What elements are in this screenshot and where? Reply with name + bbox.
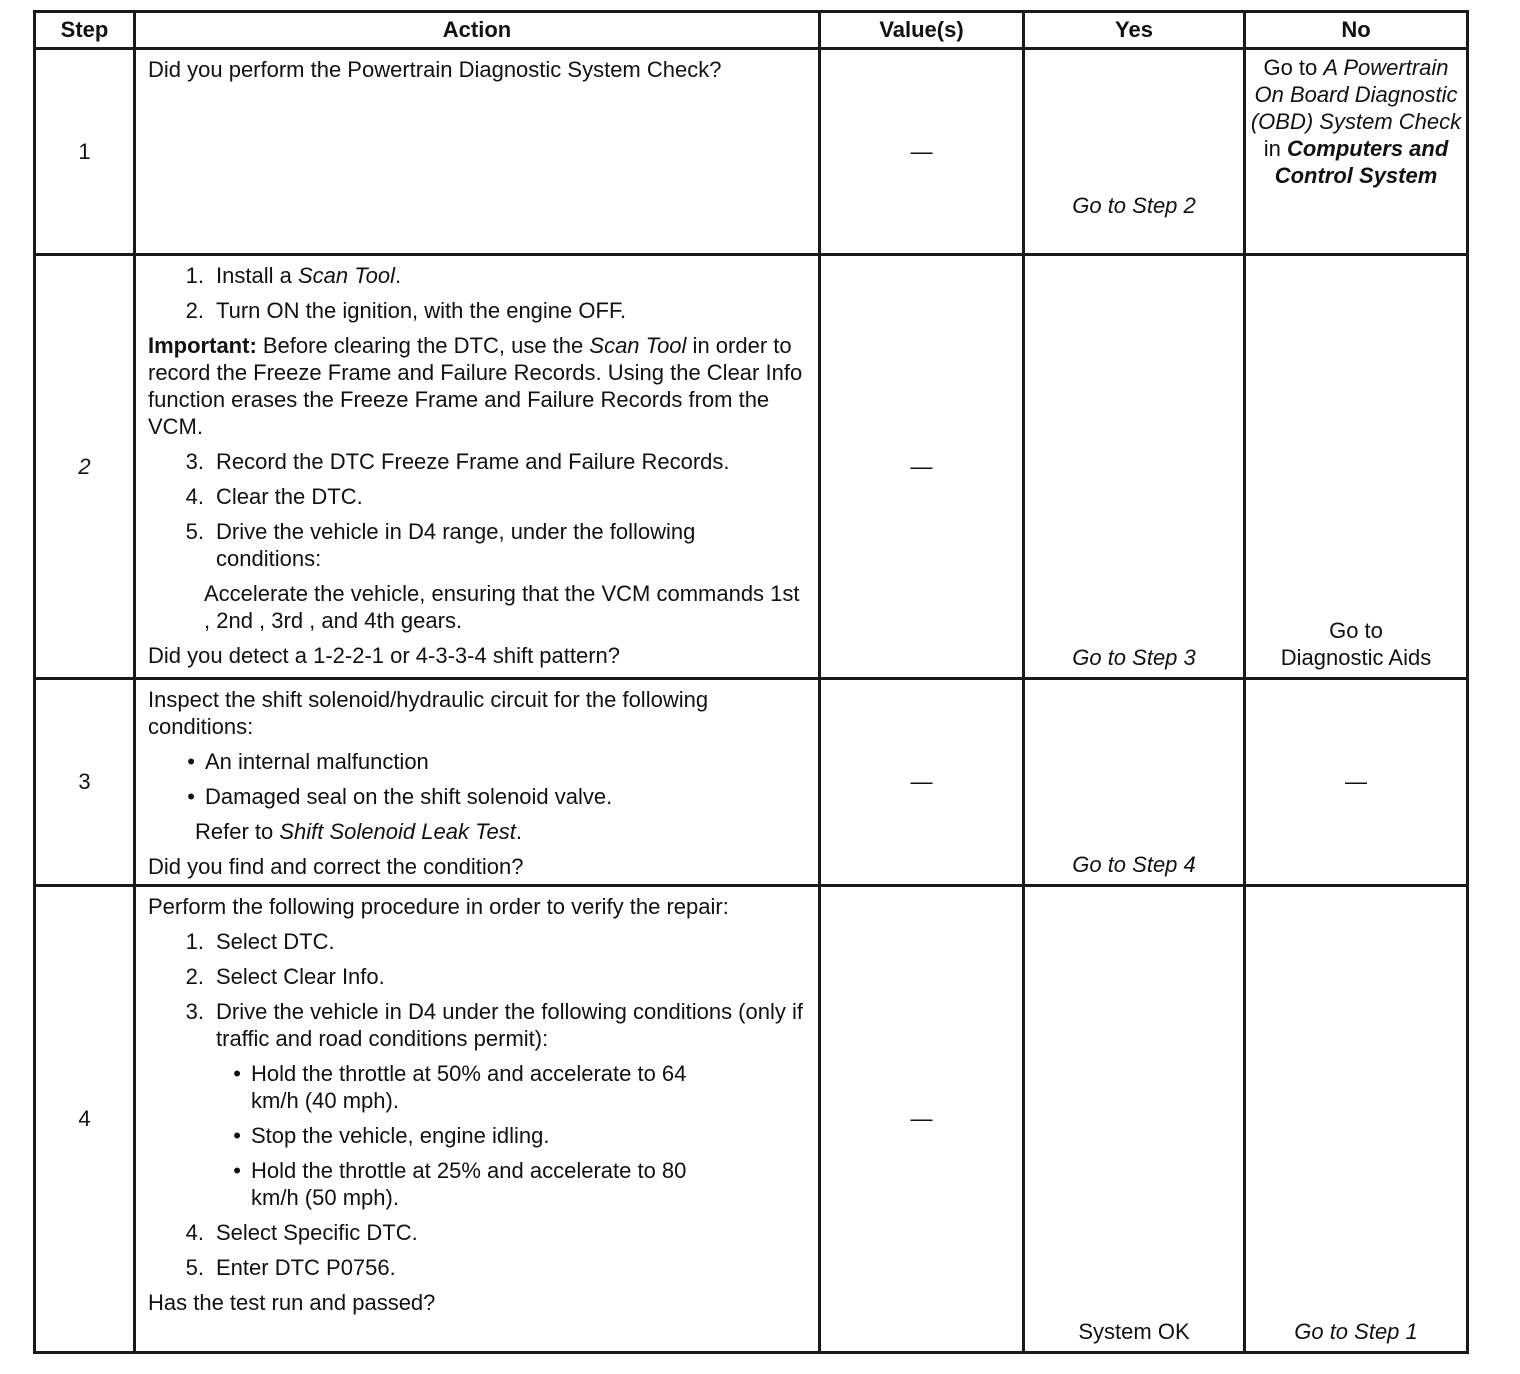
question-text: Did you detect a 1-2-2-1 or 4-3-3-4 shift pattern? [148, 643, 621, 668]
step-number: 3 [35, 679, 135, 886]
table-row [35, 886, 1468, 1353]
yes-cell [1024, 886, 1245, 1353]
question-text: Did you find and correct the condition? [148, 854, 524, 879]
intro-text: Inspect the shift solenoid/hydraulic circuit for the following conditions: [148, 687, 709, 739]
yes-cell [1024, 679, 1245, 886]
no-text: Go to Diagnostic Aids [1246, 617, 1466, 671]
value-cell: — [820, 255, 1024, 679]
header-no: No [1245, 12, 1468, 49]
intro-text: Perform the following procedure in order to verify the repair: [148, 894, 729, 919]
table-row [35, 255, 1468, 679]
header-action: Action [135, 12, 820, 49]
yes-text: Go to Step 2 [1072, 193, 1196, 218]
yes-text: Go to Step 3 [1072, 645, 1196, 670]
value-cell: — [820, 49, 1024, 255]
step-number: 1 [35, 49, 135, 255]
list-item: • Hold the throttle at 25% and accelerate to 80 km/h (50 mph). [233, 1158, 687, 1210]
value-cell: — [820, 886, 1024, 1353]
list-item: 2. Turn ON the ignition, with the engine OFF. [185, 298, 627, 323]
yes-text: Go to Step 4 [1072, 852, 1196, 877]
value-cell: — [820, 679, 1024, 886]
header-step: Step [35, 12, 135, 49]
no-text-prefix: Go to [1263, 55, 1324, 80]
list-item: 1. Install a Scan Tool. [185, 263, 402, 288]
question-text: Has the test run and passed? [148, 1290, 436, 1315]
action-cell [135, 255, 820, 679]
list-item: 4. Clear the DTC. [185, 484, 363, 509]
header-values: Value(s) [820, 12, 1024, 49]
step-number: 2 [35, 255, 135, 679]
refer-text: Refer to Shift Solenoid Leak Test. [195, 819, 522, 844]
table-row [35, 679, 1468, 886]
table-row [35, 49, 1468, 255]
list-item: 5. Enter DTC P0756. [185, 1255, 396, 1280]
no-cell [1245, 886, 1468, 1353]
yes-cell [1024, 49, 1245, 255]
sub-text: Accelerate the vehicle, ensuring that the VCM commands 1st , 2nd , 3rd , and 4th gears. [204, 581, 800, 633]
list-item: 3. Drive the vehicle in D4 under the following conditions (only if traffic and road conditions permit): [185, 999, 803, 1051]
leak-test-ref: Shift Solenoid Leak Test [279, 819, 516, 844]
header-row [35, 12, 1468, 49]
yes-text: System OK [1078, 1319, 1190, 1344]
yes-cell [1024, 255, 1245, 679]
list-item: 2. Select Clear Info. [185, 964, 385, 989]
no-cell [1245, 255, 1468, 679]
list-item: • Stop the vehicle, engine idling. [233, 1123, 550, 1148]
header-yes: Yes [1024, 12, 1245, 49]
no-link-obd: A Powertrain On Board Diagnostic (OBD) System Check [1250, 55, 1462, 134]
action-cell [135, 679, 820, 886]
no-cell [1245, 49, 1468, 255]
no-text: Go to Step 1 [1294, 1319, 1418, 1344]
list-item: 5. Drive the vehicle in D4 range, under the following conditions: [185, 519, 696, 571]
scan-tool-ref: Scan Tool [297, 263, 395, 288]
no-cell: — [1245, 679, 1468, 886]
list-item: 3. Record the DTC Freeze Frame and Failure Records. [185, 449, 730, 474]
list-item: • Damaged seal on the shift solenoid valve. [187, 784, 613, 809]
action-cell [135, 49, 820, 255]
list-item: 1. Select DTC. [185, 929, 335, 954]
no-text-in: in [1263, 136, 1287, 161]
no-link-computers: Computers and Control System [1274, 136, 1449, 188]
important-note: Important: Before clearing the DTC, use the Scan Tool in order to record the Freeze Frame and Failure Records. Using the Clear Info function erases the Freeze Frame and Failure Records from the VCM. [148, 333, 803, 439]
action-cell [135, 886, 820, 1353]
question-text: Did you perform the Powertrain Diagnostic System Check? [148, 57, 722, 82]
list-item: • An internal malfunction [187, 749, 429, 774]
list-item: • Hold the throttle at 50% and accelerate to 64 km/h (40 mph). [233, 1061, 687, 1113]
diagnostic-table [33, 10, 1469, 1354]
list-item: 4. Select Specific DTC. [185, 1220, 418, 1245]
step-number: 4 [35, 886, 135, 1353]
diagnostic-aids-link: Diagnostic Aids [1280, 645, 1432, 670]
